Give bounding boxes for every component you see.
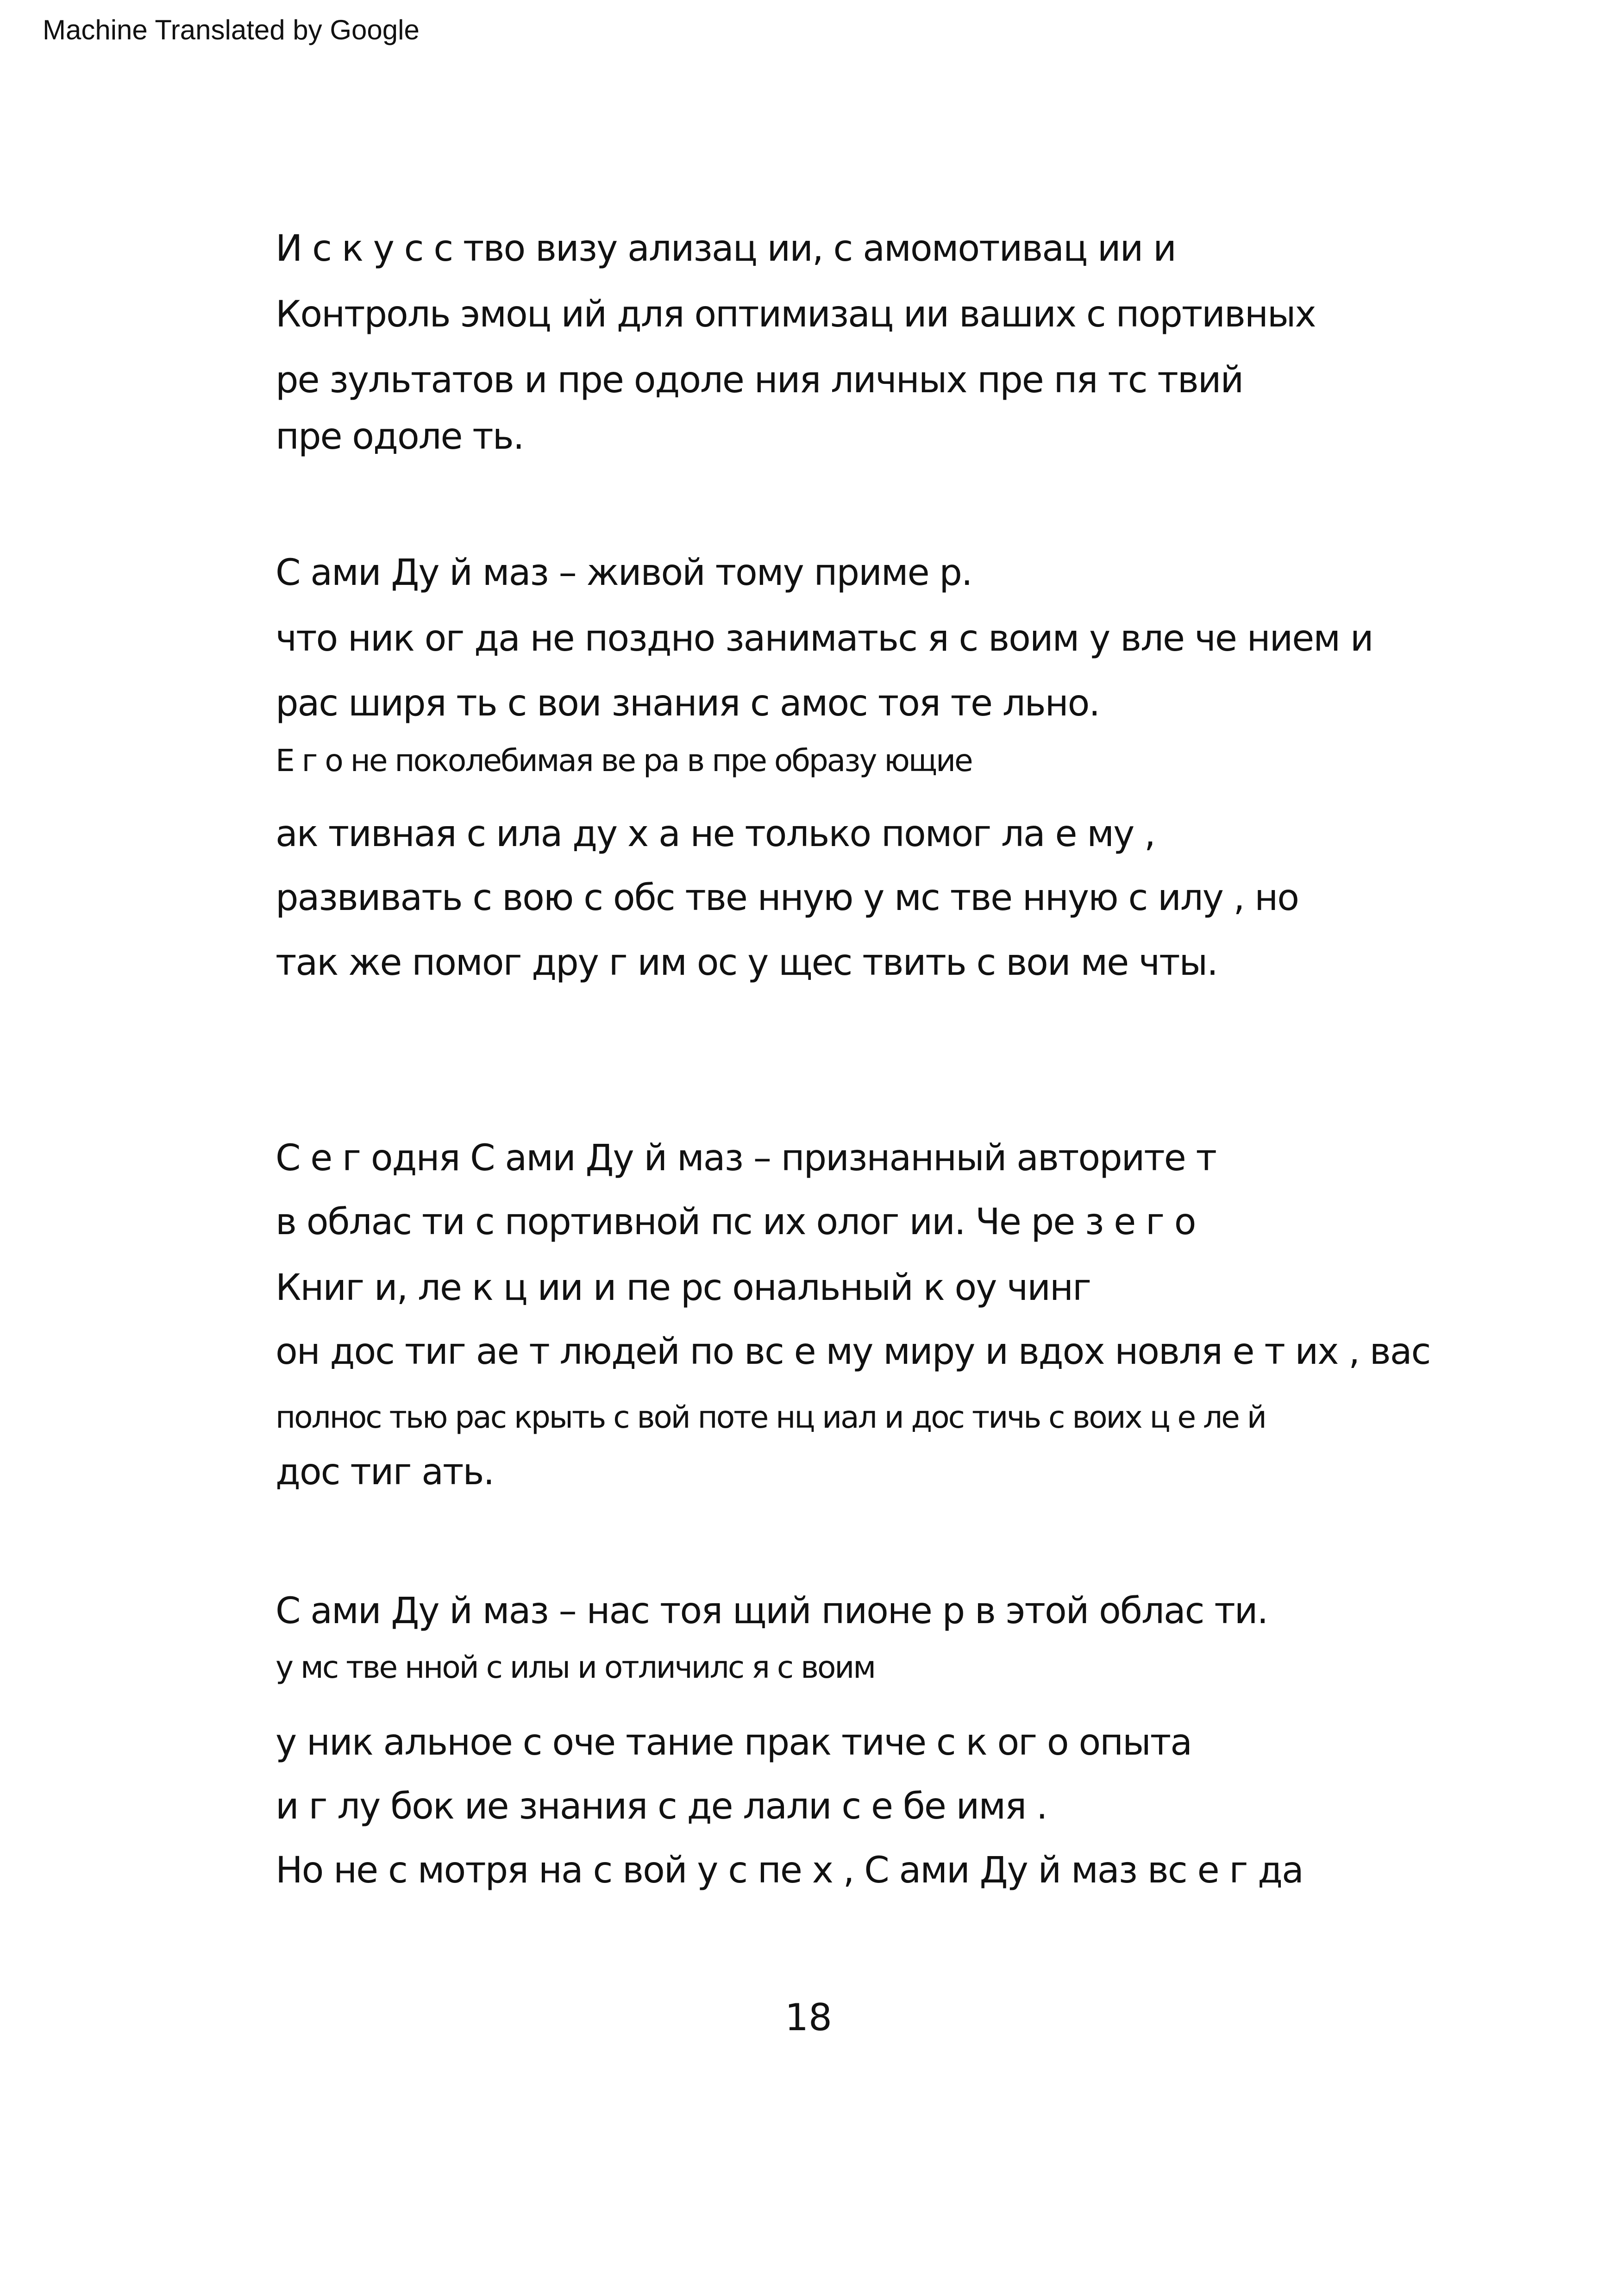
text-line: полнос тью рас крыть с вой поте нц иал и дос тичь с воих ц е ле й xyxy=(276,1399,1266,1435)
machine-translated-label: Machine Translated by Google xyxy=(43,14,420,45)
text-line: Но не с мотря на с вой у с пе х , С ами Ду й маз вс е г да xyxy=(276,1850,1303,1891)
text-line: и г лу бок ие знания с де лали с е бе имя . xyxy=(276,1786,1047,1827)
text-line: так же помог дру г им ос у щес твить с вои ме чты. xyxy=(276,942,1217,984)
text-line: ре зультатов и пре одоле ния личных пре пя тс твий xyxy=(276,359,1243,401)
text-line: пре одоле ть. xyxy=(276,416,524,458)
text-line: И с к у с с тво визу ализац ии, с амомотивац ии и xyxy=(276,228,1176,270)
text-line: Книг и, ле к ц ии и пе рс ональный к оу чинг xyxy=(276,1267,1091,1309)
text-line: что ник ог да не поздно заниматьс я с воим у вле че нием и xyxy=(276,618,1373,659)
text-line: Е г о не поколебимая ве ра в пре образу ющие xyxy=(276,743,972,778)
text-line: он дос тиг ае т людей по вс е му миру и вдох новля е т их , вас xyxy=(276,1331,1430,1373)
text-line: Контроль эмоц ий для оптимизац ии ваших с портивных xyxy=(276,294,1316,335)
text-line: С е г одня С ами Ду й маз – признанный авторите т xyxy=(276,1137,1216,1179)
text-line: развивать с вою с обс тве нную у мс тве нную с илу , но xyxy=(276,877,1298,919)
text-line: у ник альное с оче тание прак тиче с к ог о опыта xyxy=(276,1722,1191,1763)
text-line: ак тивная с ила ду х а не только помог ла е му , xyxy=(276,813,1155,855)
text-line: С ами Ду й маз – нас тоя щий пионе р в этой облас ти. xyxy=(276,1590,1268,1632)
text-line: рас ширя ть с вои знания с амос тоя те льно. xyxy=(276,683,1100,724)
text-line: С ами Ду й маз – живой тому приме р. xyxy=(276,552,972,594)
text-line: дос тиг ать. xyxy=(276,1451,494,1493)
text-line: в облас ти с портивной пс их олог ии. Че ре з е г о xyxy=(276,1201,1196,1243)
text-line: у мс тве нной с илы и отличилс я с воим xyxy=(276,1650,875,1685)
page-number: 18 xyxy=(785,1996,832,2039)
